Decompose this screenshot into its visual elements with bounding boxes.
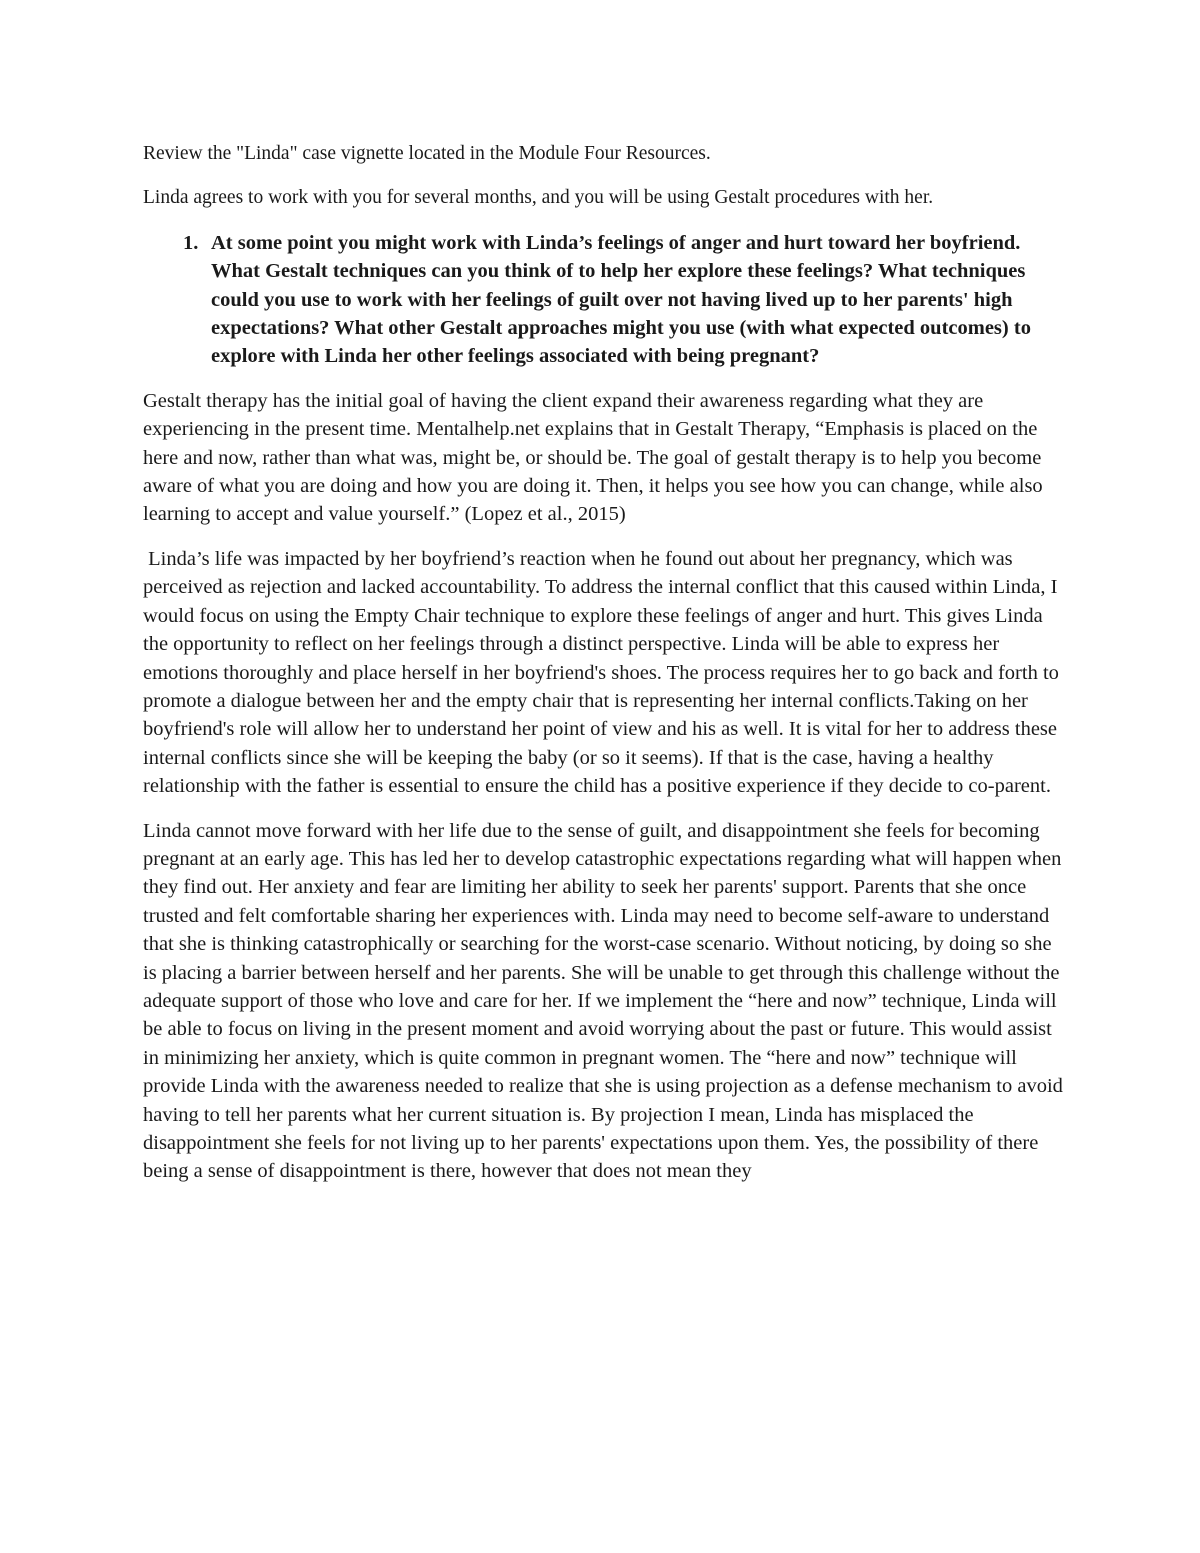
paragraph-empty-chair: Linda’s life was impacted by her boyfriend’s reaction when he found out about her pregnancy, which was perceived as rejection and lacked accountability. To address the internal conflict that this caused within Linda, I would focus on using the Empty Chair technique to explore these feelings of anger and hurt. This gives Linda the opportunity to reflect on her feelings through a distinct perspective. Linda will be able to express her emotions thoroughly and place herself in her boyfriend's shoes. The process requires her to go back and forth to promote a dialogue between her and the empty chair that is representing her internal conflicts.Taking on her boyfriend's role will allow her to understand her point of view and his as well. It is vital for her to address these internal conflicts since she will be keeping the baby (or so it seems). If that is the case, having a healthy relationship with the father is essential to ensure the child has a positive experience if they decide to co-parent. (143, 547, 1065, 798)
question-item (183, 229, 1068, 371)
question-text: At some point you might work with Linda’s feelings of anger and hurt toward her boyfriend. What Gestalt techniques can you think of to help her explore these feelings? What techniques could you use to work with her feelings of guilt over not having lived up to her parents' high expectations? What other Gestalt approaches might you use (with what expected outcomes) to explore with Linda her other feelings associated with being pregnant? (211, 231, 1031, 368)
paragraph-here-and-now: Linda cannot move forward with her life due to the sense of guilt, and disappointment she feels for becoming pregnant at an early age. This has led her to develop catastrophic expectations regarding what will happen when they find out. Her anxiety and fear are limiting her ability to seek her parents' support. Parents that she once trusted and felt comfortable sharing her experiences with. Linda may need to become self-aware to understand that she is thinking catastrophically or searching for the worst-case scenario. Without noticing, by doing so she is placing a barrier between herself and her parents. She will be unable to get through this challenge without the adequate support of those who love and care for her. If we implement the “here and now” technique, Linda will be able to focus on living in the present moment and avoid worrying about the past or future. This would assist in minimizing her anxiety, which is quite common in pregnant women. The “here and now” technique will provide Linda with the awareness needed to realize that she is using projection as a defense mechanism to avoid having to tell her parents what her current situation is. By projection I mean, Linda has misplaced the disappointment she feels for not living up to her parents' expectations upon them. Yes, the possibility of there being a sense of disappointment is there, however that does not mean they (143, 819, 1063, 1183)
intro-paragraph: Linda agrees to work with you for several months, and you will be using Gestalt procedures with her. (143, 187, 934, 209)
document-body (143, 140, 1068, 1202)
intro-line: Review the "Linda" case vignette located in the Module Four Resources. (143, 143, 711, 164)
question-number: 1. (183, 231, 199, 254)
question-list (183, 229, 1068, 371)
paragraph-gestalt-goal: Gestalt therapy has the initial goal of having the client expand their awareness regarding what they are experiencing in the present time. Mentalhelp.net explains that in Gestalt Therapy, “Emphasis is placed on the here and now, rather than what was, might be, or should be. The goal of gestalt therapy is to help you become aware of what you are doing and how you are doing it. Then, it helps you see how you can change, while also learning to accept and value yourself.” (Lopez et al., 2015) (143, 389, 1043, 526)
